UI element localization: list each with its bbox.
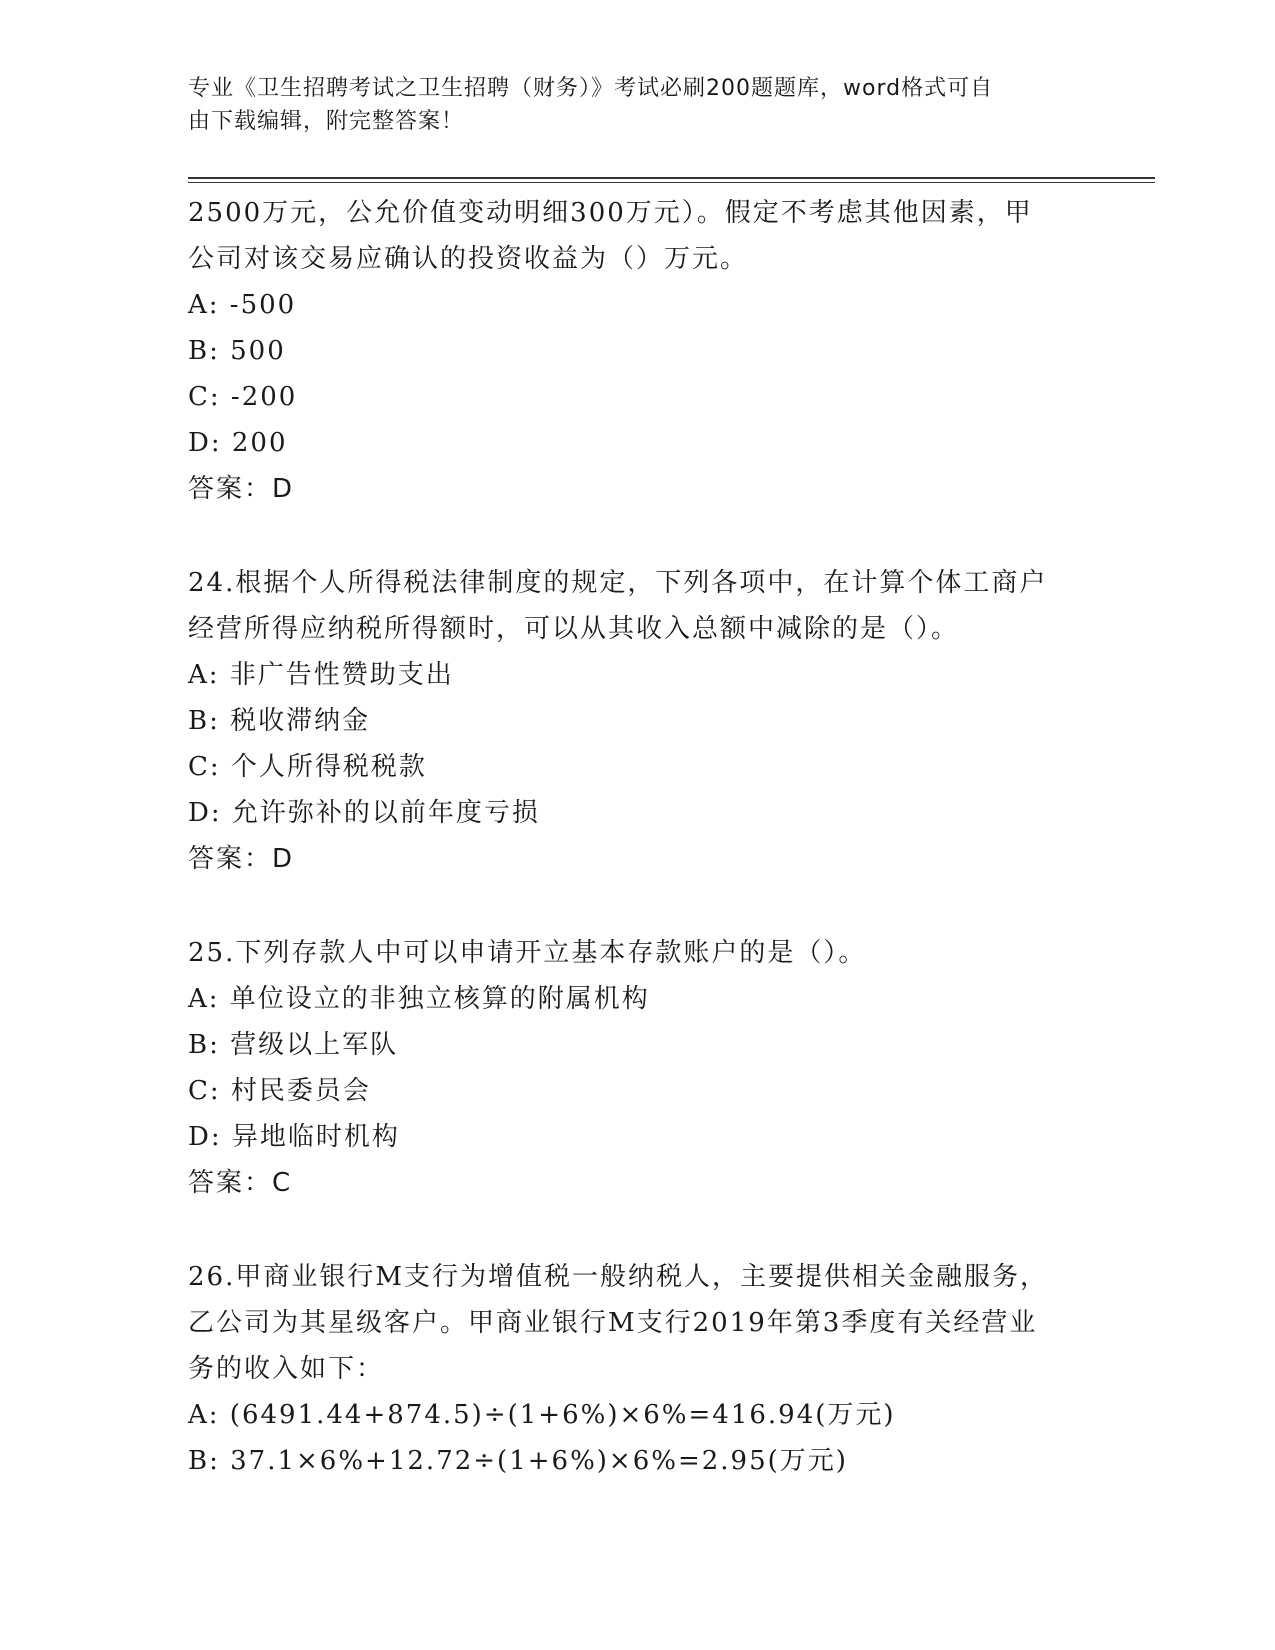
option-c: C: -200: [188, 382, 298, 412]
option-b: B: 税收滞纳金: [188, 706, 371, 736]
header-line-1: 专业《卫生招聘考试之卫生招聘（财务）》考试必刷200题题库，word格式可自: [188, 76, 994, 101]
header-line-2: 由下载编辑，附完整答案！: [188, 109, 465, 134]
question-stem: 26.甲商业银行M支行为增值税一般纳税人，主要提供相关金融服务，: [188, 1262, 1048, 1292]
option-d: D: 200: [188, 428, 288, 458]
answer: 答案：D: [188, 474, 295, 504]
option-c: C: 村民委员会: [188, 1076, 371, 1106]
option-a: A: -500: [188, 290, 297, 320]
header-divider: [188, 177, 1155, 183]
question-stem: 25.下列存款人中可以申请开立基本存款账户的是（）。: [188, 938, 867, 968]
option-a: A: (6491.44+874.5)÷(1+6%)×6%=416.94(万元): [188, 1400, 896, 1430]
question-23: [188, 190, 1088, 512]
option-a: A: 非广告性赞助支出: [188, 660, 454, 690]
question-stem: 乙公司为其星级客户。甲商业银行M支行2019年第3季度有关经营业: [188, 1308, 1038, 1338]
spacer: [188, 512, 1088, 560]
spacer: [188, 1206, 1088, 1254]
answer: 答案：D: [188, 844, 295, 874]
question-stem: 公司对该交易应确认的投资收益为（）万元。: [188, 244, 749, 274]
option-b: B: 500: [188, 336, 286, 366]
question-stem: 经营所得应纳税所得额时，可以从其收入总额中减除的是（）。: [188, 614, 960, 644]
option-b: B: 37.1×6%+12.72÷(1+6%)×6%=2.95(万元): [188, 1446, 848, 1476]
option-d: D: 允许弥补的以前年度亏损: [188, 798, 540, 828]
answer: 答案：C: [188, 1168, 293, 1198]
spacer: [188, 882, 1088, 930]
option-d: D: 异地临时机构: [188, 1122, 400, 1152]
question-24: [188, 560, 1088, 882]
question-stem: 24.根据个人所得税法律制度的规定，下列各项中，在计算个体工商户: [188, 568, 1048, 598]
option-a: A: 单位设立的非独立核算的附属机构: [188, 984, 650, 1014]
document-body: [188, 190, 1088, 1484]
option-b: B: 营级以上军队: [188, 1030, 399, 1060]
option-c: C: 个人所得税税款: [188, 752, 427, 782]
question-stem: 务的收入如下：: [188, 1354, 385, 1384]
question-stem: 2500万元，公允价值变动明细300万元）。假定不考虑其他因素，甲: [188, 198, 1033, 228]
question-26: [188, 1254, 1088, 1484]
page-header: [188, 72, 1088, 138]
question-25: [188, 930, 1088, 1206]
